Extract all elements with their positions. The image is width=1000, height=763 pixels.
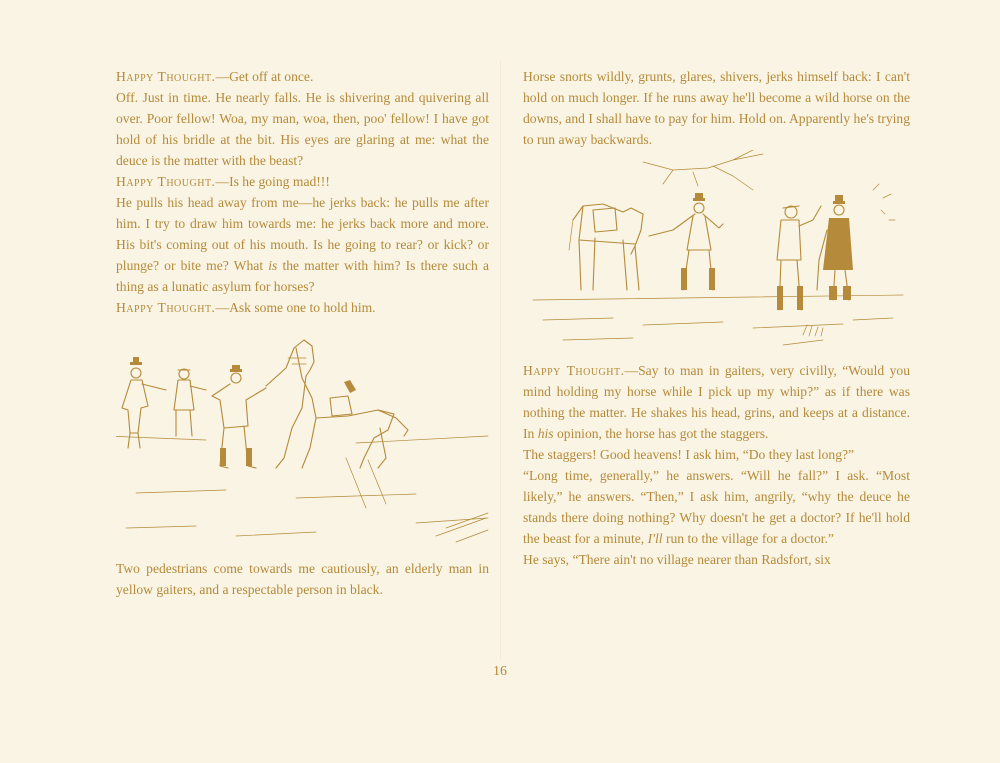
happy-thought-label: Happy Thought. — [523, 363, 625, 378]
emphasis-text: is — [268, 258, 278, 273]
emphasis-text: his — [537, 426, 554, 441]
body-paragraph: Horse snorts wildly, grunts, glares, shivers, jerks himself back: I can't hold on much longer. If he runs away he'll become a wild horse on the downs, and I shall have to pay for him. Hold on. Apparently he's trying to run away backwards. — [523, 69, 910, 147]
happy-thought-paragraph — [116, 297, 489, 318]
gutter — [500, 60, 501, 660]
happy-thought-paragraph — [116, 66, 489, 87]
paragraph-text: opinion, the horse has got the staggers. — [553, 426, 769, 441]
right-page-column — [523, 66, 910, 570]
happy-thought-paragraph — [523, 360, 910, 444]
paragraph-text: He pulls his head away from me—he jerks back: he pulls me after him. I try to draw him towards me: he jerks back more and more. His bit's coming out of his mouth. Is he going to rear? or kick? or plunge? or bite me? What — [116, 195, 489, 273]
happy-thought-label: Happy Thought. — [116, 174, 216, 189]
happy-thought-label: Happy Thought. — [116, 300, 216, 315]
body-paragraph: Off. Just in time. He nearly falls. He is shivering and quivering all over. Poor fellow! Woa, my man, woa, then, poo' fellow! I have got hold of his bridle at the bit. His eyes are glaring at me: what the deuce is the matter with the beast? — [116, 90, 489, 168]
paragraph-text: —Say to man in gaiters, very civilly, “Would you mind holding my horse while I pick up my whip?” as if there was nothing the matter. He shakes his head, grins, and keeps at a distance. In — [523, 363, 910, 441]
paragraph-text: —Is he going mad!!! — [215, 174, 330, 189]
body-paragraph — [523, 465, 910, 549]
paragraph-text: run to the village for a doctor.” — [662, 531, 834, 546]
paragraph-text: —Ask some one to hold him. — [215, 300, 376, 315]
paragraph-text: “Long time, generally,” he answers. “Will he fall?” I ask. “Most likely,” he answers. “Then,” I ask him, angrily, “why the deuce he stands there doing nothing? Why doesn't he get a doctor? If he'll hold the beast for a minute, — [523, 468, 910, 546]
page-number: 16 — [493, 664, 507, 679]
body-paragraph — [116, 192, 489, 297]
paragraph-text: —Get off at once. — [215, 69, 314, 84]
illustration-horse-and-pedestrians — [523, 150, 910, 360]
body-paragraph: He says, “There ain't no village nearer than Radsfort, six — [523, 552, 831, 567]
paragraph-text: the matter with him? Is there such a thing as a lunatic asylum for horses? — [116, 258, 489, 294]
illustration-rearing-horse — [116, 318, 489, 558]
body-paragraph: Two pedestrians come towards me cautiously, an elderly man in yellow gaiters, and a respectable person in black. — [116, 561, 489, 597]
emphasis-text: I'll — [647, 531, 663, 546]
left-page-column — [116, 66, 489, 600]
happy-thought-paragraph — [116, 171, 489, 192]
happy-thought-label: Happy Thought. — [116, 69, 216, 84]
body-paragraph: The staggers! Good heavens! I ask him, “Do they last long?” — [523, 447, 855, 462]
